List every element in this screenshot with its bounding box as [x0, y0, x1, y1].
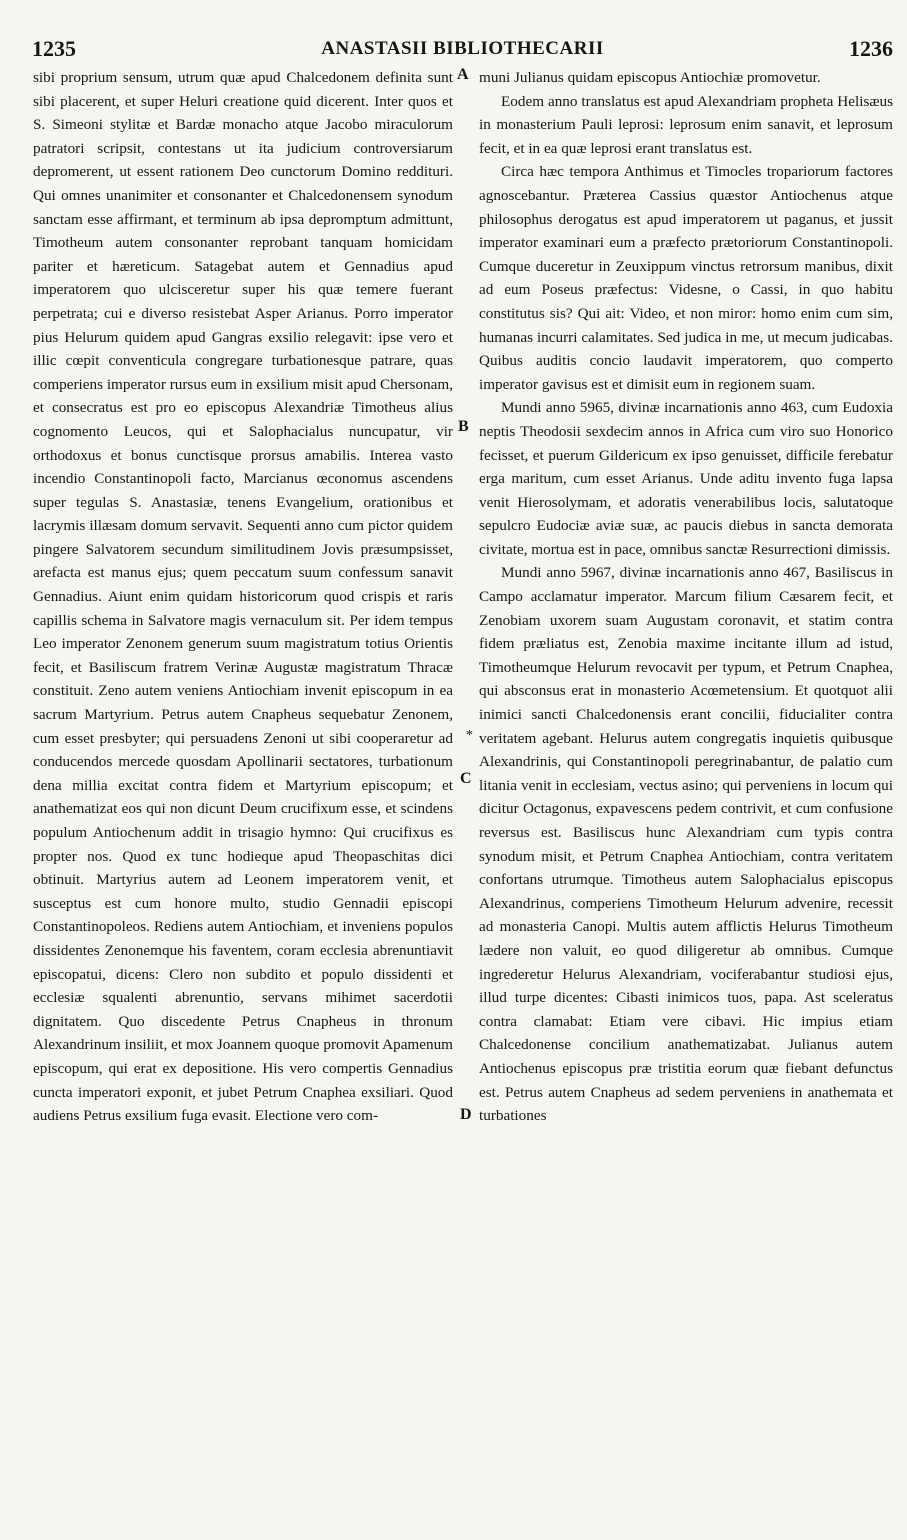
margin-marker-d: D: [460, 1106, 472, 1123]
margin-marker-a: A: [457, 66, 469, 83]
right-paragraph-2: Eodem anno translatus est apud Alexandriam propheta Helisæus in monasterium Pauli leprosi: leprosum enim sanavit, et leprosum fecit, et in ea quæ leprosi erant translatus est.: [479, 92, 893, 157]
right-paragraph-4: Mundi anno 5965, divinæ incarnationis anno 463, cum Eudoxia neptis Theodosii sexdecim annos in Africa cum viro suo Honorico fecisset, et puerum Gildericum ex ipso genuisset, difficile ferebatur erga maritum, cum esset Arianus. Unde aditu invento fuga lapsa venit Hierosolymam, et adoratis venerabilibus locis, salutatoque sepulcro Eudociæ aviæ suæ, ac paucis diebus in sancta demorata civitate, mortua est in pace, omnibus sanctæ Resurrectioni dimissis.: [479, 399, 893, 558]
right-paragraph-3: Circa hæc tempora Anthimus et Timocles tropariorum factores agnoscebantur. Præterea Cassius quæstor Antiochenus atque philosophus derogatus est apud imperatorem ut paganus, et jussit imperator examinari eum a præfecto prætoriorum Constantinopoli. Cumque duceretur in Zeuxippum vinctus retrorsum manibus, dixit ad eum Poseus præfectus: Videsne, o Cassi, in quo habitu constitutus sis? Qui ait: Video, et non miror: homo enim cum sim, humanas incurri calamitates. Sed judica in me, ut mecum judicabas. Quibus auditis concio laudavit imperatorem, quo comperto imperator gavisus est et dimisit eum in regionem suam.: [479, 163, 893, 393]
right-column: [479, 66, 893, 1128]
left-paragraph-1: sibi proprium sensum, utrum quæ apud Chalcedonem definita sunt sibi placerent, et super Heluri creatione quid dicerent. Inter quos et S. Simeoni stylitæ et Bardæ monacho atque Jacobo miraculorum patratori scripsit, contestans ut ita judicium controversiarum depromerent, ut essent rationem Deo cunctorum Domino reddituri. Qui omnes unanimiter et consonanter et Chalcedonensem synodum sanctam esse affirmant, et terminum ab ipsa depromptum admittunt, Timotheum autem consonanter reprobant tanquam homicidam pariter et hæreticum. Satagebat autem et Gennadius apud imperatorem quo ulcisceretur super his quæ temere fuerant perpetrata; cui e diverso resistebat Asper Arianus. Porro imperator pius Helurum quidem apud Gangras exsilio relegavit: ipse vero et illic cœpit conventicula congregare turbationesque patrare, quas comperiens imperator rursus eum in exsilium misit apud Chersonam, et consecratus est pro eo episcopus Alexandriæ Timotheus alius cognomento Leucos, qui et Salophacialus nuncupatur, vir orthodoxus et bonus cunctisque prorsus amabilis. Interea vasto incendio Constantinopoli facto, Marcianus œconomus ascendens super tegulas S. Anastasiæ, tenens Evangelium, orationibus et lacrymis illæsam domum servavit. Sequenti anno cum pictor quidem pingere Salvatorem secundum similitudinem Jovis præsumpsisset, arefacta est manus ejus; quem peccatum suum confessum sanavit Gennadius. Aiunt enim quidam historicorum quod crispis et raris capillis schema in Salvatore magis vernaculum sit. Per idem tempus Leo imperator Zenonem generum suum magistratum totius Orientis fecit, et Basiliscum fratrem Verinæ Augustæ magistratum Thracæ constituit. Zeno autem veniens Antiochiam invenit episcopum in ea sacrum Martyrium. Petrus autem Cnapheus sequebatur Zenonem, cum esset presbyter; qui persuadens Zenoni ut sibi cooperaretur ad conducendos mercede quosdam Apollinarii sectatores, turbationum dena millia excitat contra fidem et Martyrium episcopum; et anathematizat eos qui non dicunt Deum crucifixum esse, et scindens populum Antiochenum addit in trisagio hymno: Qui crucifixus es propter nos. Quod ex tunc hodieque apud Theopaschitas dici obtinuit. Martyrius autem ad Leonem imperatorem venit, et susceptus est cum honore multo, studio Gennadii episcopi Constantinopoleos. Rediens autem Antiochiam, et inveniens populos dissidentes Zenonemque his faventem, coram ecclesia abrenuntiavit episcopatui, dicens: Clero non subdito et populo dissidenti et ecclesiæ squalenti abrenuntio, servans mihimet sacerdotii dignitatem. Quo discedente Petrus Cnapheus in thronum Alexandrinum insiliit, et mox Joannem quoque promovit Apamenum episcopum, qui erat ex depositione. His vero compertis Gennadius cuncta imperatori exponit, et jubet Petrum Cnaphea exsiliari. Quod audiens Petrus exsilium fuga evasit. Electione vero com-: [33, 69, 453, 1125]
left-column: [33, 66, 453, 1128]
right-paragraph-1: muni Julianus quidam episcopus Antiochiæ promovetur.: [479, 69, 821, 86]
page-number-left: 1235: [32, 36, 76, 61]
margin-marker-b: B: [458, 418, 469, 435]
margin-asterisk: *: [466, 728, 473, 743]
page-number-right: 1236: [849, 36, 893, 61]
page-header: [32, 36, 893, 66]
right-paragraph-5: Mundi anno 5967, divinæ incarnationis anno 467, Basiliscus in Campo acclamatur imperator. Marcum filium Cæsarem fecit, et Zenobiam uxorem suam Augustam coronavit, et statim contra fidem præliatus est, Zenobia maxime incitante illum ad istud, Timotheumque Helurum revocavit per typum, et Petrum Cnaphea, qui absconsus erat in monasterio Acœmetensium. Et quotquot alii inimici sancti Chalcedonensis erant concilii, fiducialiter contra veritatem agebant. Helurus autem congregatis inquietis quibusque Alexandrinis, qui Constantinopoli peregrinabantur, de palatio cum litania venit in ecclesiam, vectus asino; qui perveniens in locum qui dicitur Octagonus, expavescens pedem contrivit, et cum confusione reversus est. Basiliscus hunc Alexandriam cum typis contra synodum misit, et Petrum Cnaphea Antiochiam, contra veritatem confortans utrumque. Timotheus autem Salophacialus episcopus Alexandrinus, comperiens Timotheum Helurum advenire, recessit ad monasteria Canopi. Multis autem afflictis Helurus Timotheum lædere non valuit, eo quod diligeretur ab omnibus. Cumque ingrederetur Helurus Alexandriam, vociferabantur studiosi ejus, illud turpe dicentes: Cibasti inimicos tuos, papa. Ast sceleratus contra clamabat: Etiam vere cibavi. Hic impius etiam Chalcedonense concilium anathematizabat. Julianus autem Antiochenus episcopus præ tristitia eorum quæ fiebant defunctus est. Petrus autem Cnapheus ad sedem perveniens in anathemata et turbationes: [479, 564, 893, 1125]
margin-marker-c: C: [460, 770, 472, 787]
running-title: ANASTASII BIBLIOTHECARII: [321, 38, 604, 59]
